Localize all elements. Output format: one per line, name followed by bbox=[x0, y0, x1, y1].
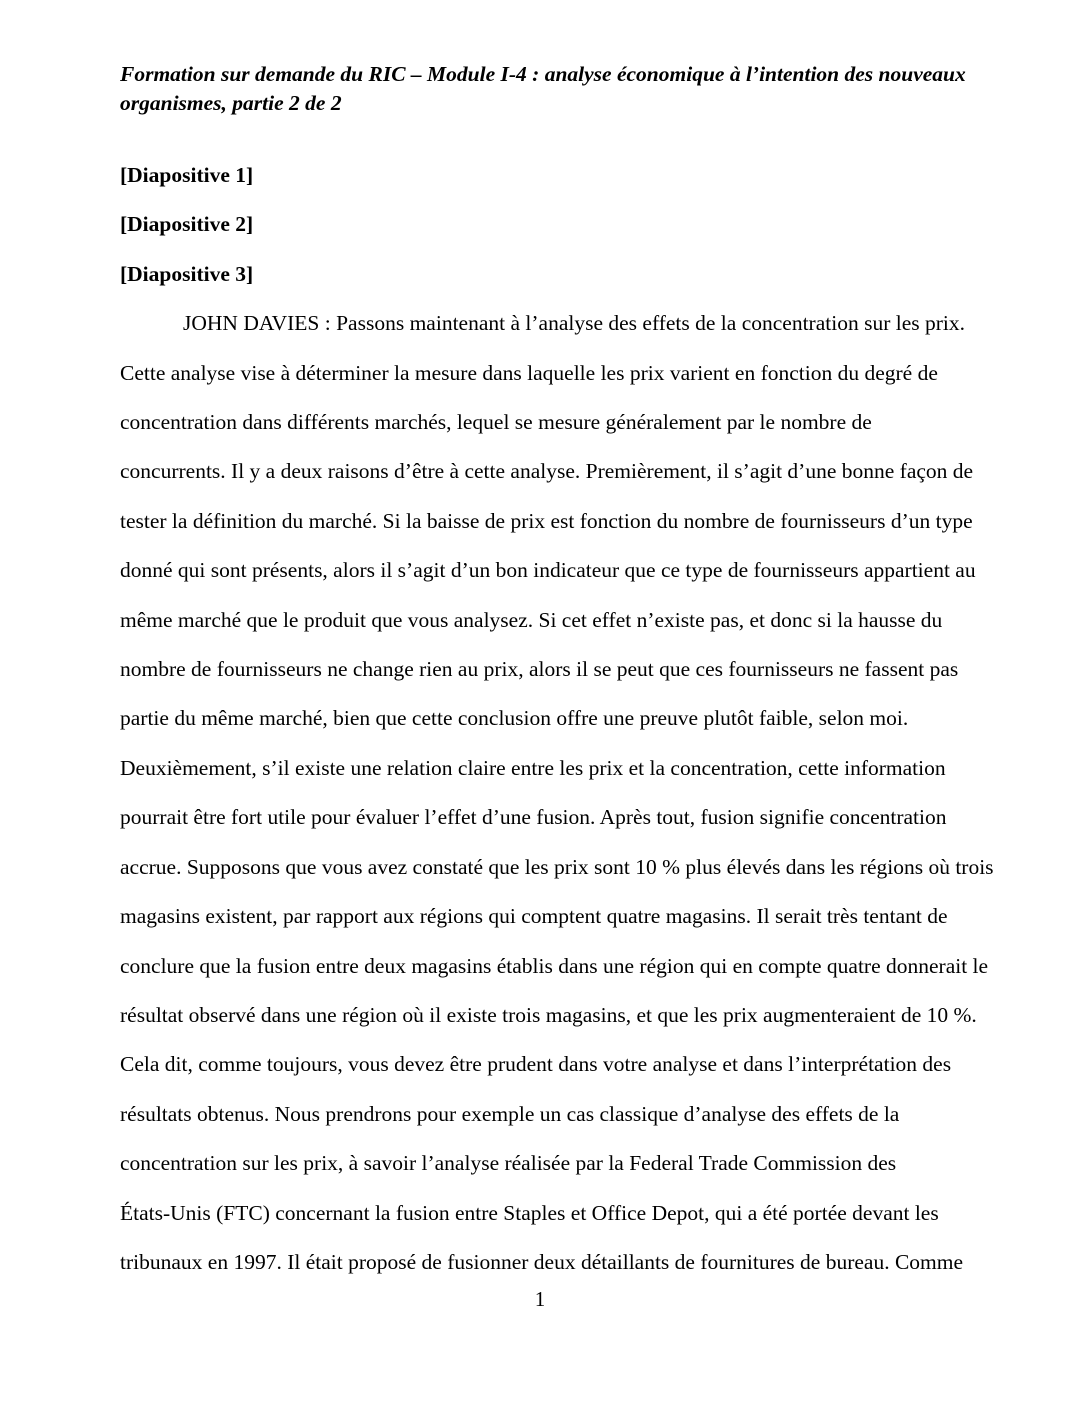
slide-marker-1: [Diapositive 1] bbox=[120, 163, 254, 187]
paragraph-line: pourrait être fort utile pour évaluer l’effet d’une fusion. Après tout, fusion signifie concentration bbox=[120, 805, 947, 830]
slide-marker-3: [Diapositive 3] bbox=[120, 261, 254, 286]
paragraph-line: partie du même marché, bien que cette conclusion offre une preuve plutôt faible, selon moi. bbox=[120, 706, 909, 731]
paragraph-line: concentration sur les prix, à savoir l’analyse réalisée par la Federal Trade Commission des bbox=[120, 1151, 897, 1176]
paragraph-line: tester la définition du marché. Si la baisse de prix est fonction du nombre de fournisseurs d’un type bbox=[120, 508, 973, 533]
paragraph-line: États-Unis (FTC) concernant la fusion entre Staples et Office Depot, qui a été portée devant les bbox=[120, 1200, 939, 1225]
paragraph-line: tribunaux en 1997. Il était proposé de fusionner deux détaillants de fournitures de bureau. Comme bbox=[120, 1249, 964, 1274]
paragraph-line: résultats obtenus. Nous prendrons pour exemple un cas classique d’analyse des effets de la bbox=[120, 1101, 900, 1126]
paragraph-line: concurrents. Il y a deux raisons d’être à cette analyse. Premièrement, il s’agit d’une bonne façon de bbox=[120, 459, 974, 484]
transcript-paragraph bbox=[120, 299, 994, 1287]
paragraph-line: même marché que le produit que vous analysez. Si cet effet n’existe pas, et donc si la hausse du bbox=[120, 607, 943, 632]
paragraph-line: concentration dans différents marchés, lequel se mesure généralement par le nombre de bbox=[120, 410, 872, 435]
document-body bbox=[120, 151, 994, 1287]
paragraph-line: résultat observé dans une région où il existe trois magasins, et que les prix augmenteraient de 10 %. bbox=[120, 1002, 977, 1027]
header-line-1: Formation sur demande du RIC – Module I-4 : analyse économique à l’intention des nouveaux bbox=[120, 62, 966, 86]
paragraph-line: accrue. Supposons que vous avez constaté que les prix sont 10 % plus élevés dans les régions où trois bbox=[120, 854, 994, 879]
paragraph-line: conclure que la fusion entre deux magasins établis dans une région qui en compte quatre donnerait le bbox=[120, 953, 989, 978]
page-number: 1 bbox=[534, 1287, 546, 1311]
paragraph-line: donné qui sont présents, alors il s’agit d’un bon indicateur que ce type de fournisseurs appartient au bbox=[120, 558, 976, 583]
document-header bbox=[120, 60, 970, 118]
paragraph-line: JOHN DAVIES : Passons maintenant à l’analyse des effets de la concentration sur les prix. bbox=[183, 311, 965, 336]
paragraph-line: magasins existent, par rapport aux régions qui comptent quatre magasins. Il serait très tentant de bbox=[120, 904, 948, 929]
paragraph-line: Cela dit, comme toujours, vous devez être prudent dans votre analyse et dans l’interprétation des bbox=[120, 1052, 952, 1077]
paragraph-line: nombre de fournisseurs ne change rien au prix, alors il se peut que ces fournisseurs ne fassent pas bbox=[120, 657, 959, 682]
header-line-2: organismes, partie 2 de 2 bbox=[120, 91, 342, 115]
slide-marker-2: [Diapositive 2] bbox=[120, 212, 254, 237]
paragraph-line: Cette analyse vise à déterminer la mesure dans laquelle les prix varient en fonction du degré de bbox=[120, 360, 938, 385]
paragraph-line: Deuxièmement, s’il existe une relation claire entre les prix et la concentration, cette information bbox=[120, 755, 946, 780]
